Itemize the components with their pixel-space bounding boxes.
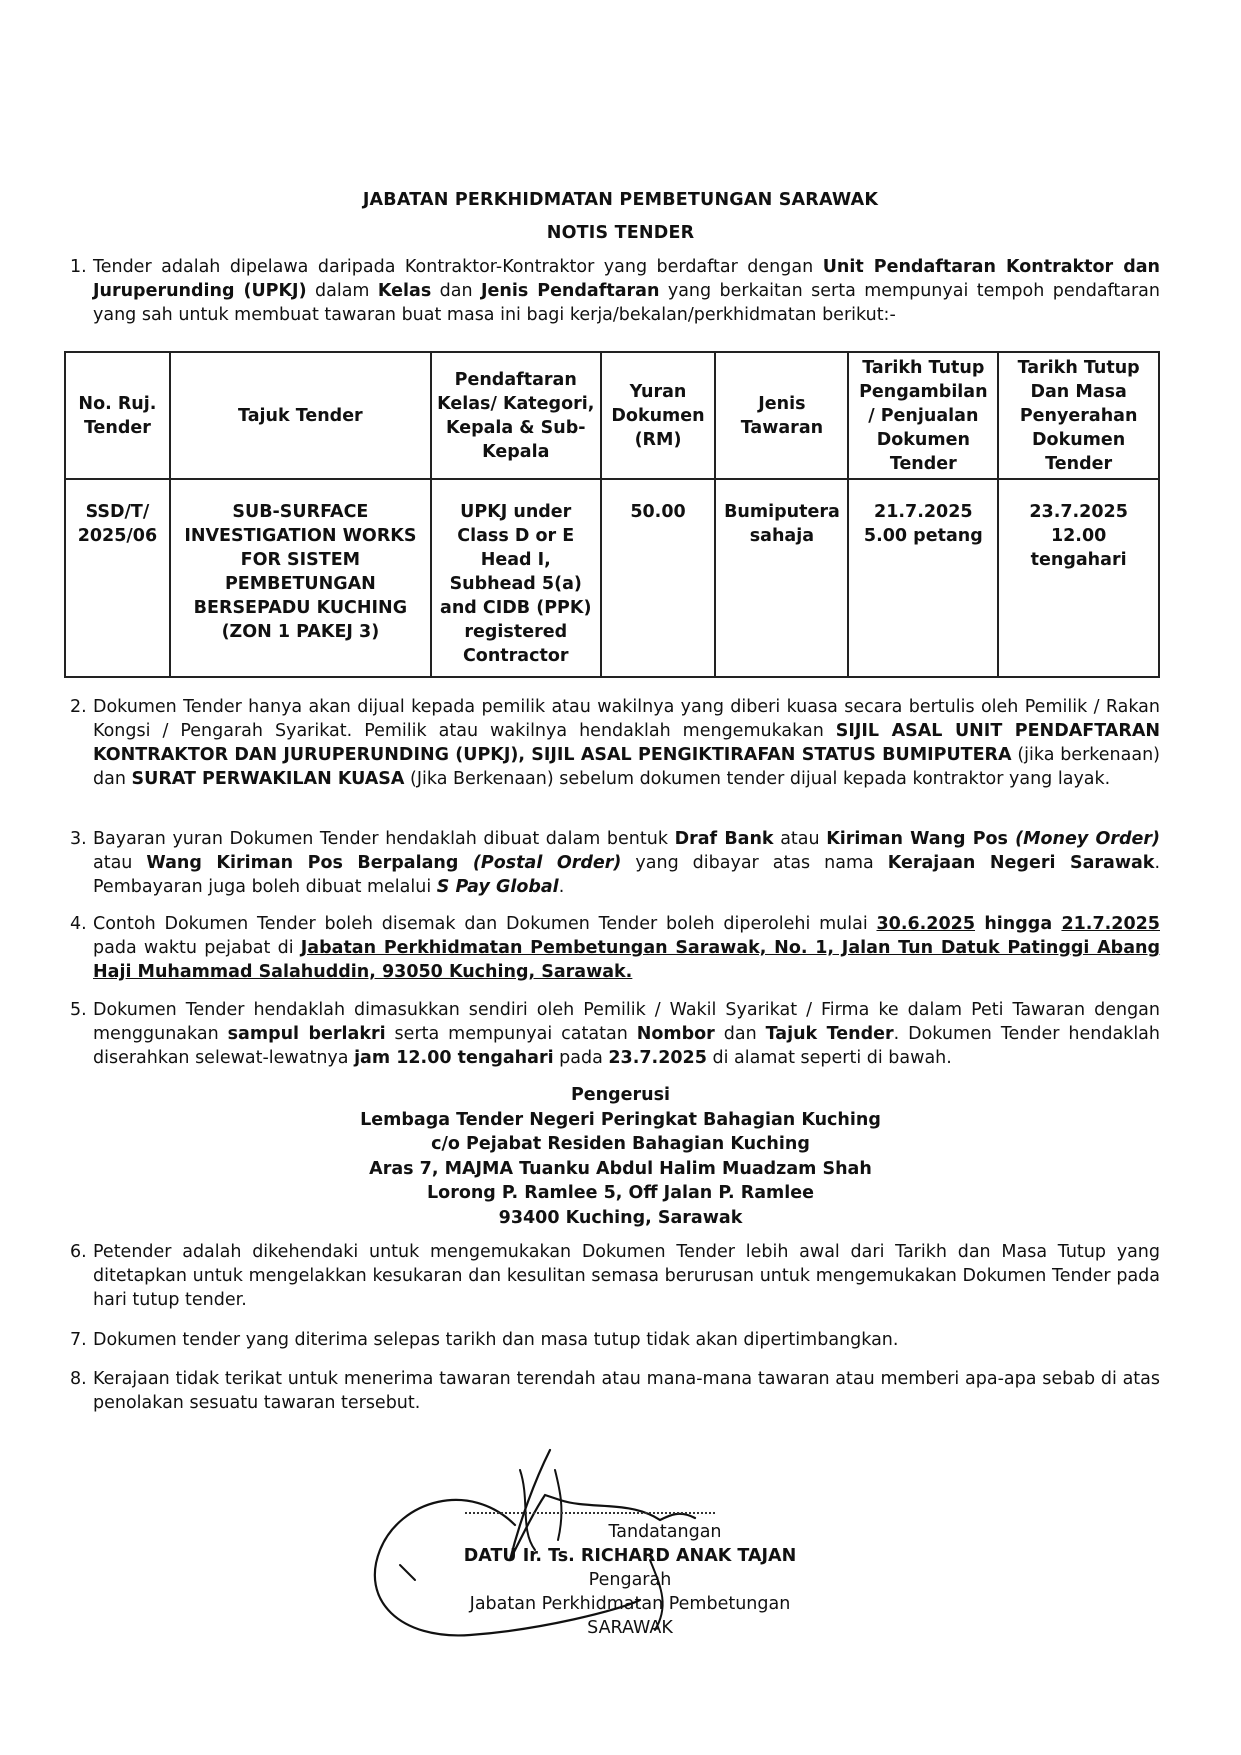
paragraph-number: 1. [70, 257, 87, 277]
cell-type: Bumiputera sahaja [715, 479, 848, 677]
paragraph-2: 2. Dokumen Tender hanya akan dijual kepada pemilik atau wakilnya yang diberi kuasa secara bertulis oleh Pemilik / Rakan Kongsi / Pengarah Syarikat. Pemilik atau wakilnya hendaklah mengemukakan SIJIL ASAL UNIT PENDAFTARAN KONTRAKTOR DAN JURUPERUNDING (UPKJ), SIJIL ASAL PENGIKTIRAFAN STATUS BUMIPUTERA (jika berkenaan) dan SURAT PERWAKILAN KUASA (Jika Berkenaan) sebelum dokumen tender dijual kepada kontraktor yang layak. [70, 697, 1161, 789]
cell-title: SUB-SURFACE INVESTIGATION WORKS FOR SISTEM PEMBETUNGAN BERSEPADU KUCHING (ZON 1 PAKEJ 3) [170, 479, 431, 677]
signatory-position: Pengarah [588, 1570, 672, 1590]
submission-address: Pengerusi Lembaga Tender Negeri Peringkat Bahagian Kuching c/o Pejabat Residen Bahagian Kuching Aras 7, MAJMA Tuanku Abdul Halim Muadzam Shah Lorong P. Ramlee 5, Off Jalan P. Ramlee 93400 Kuching, Sarawak [360, 1085, 881, 1228]
paragraph-number: 8. [70, 1369, 87, 1389]
signature-label: Tandatangan [608, 1522, 722, 1542]
cell-close-submit: 23.7.2025 12.00 tengahari [998, 479, 1159, 677]
paragraph-1: 1. Tender adalah dipelawa daripada Kontraktor-Kontraktor yang berdaftar dengan Unit Pendaftaran Kontraktor dan Juruperunding (UPKJ) dalam Kelas dan Jenis Pendaftaran yang berkaitan serta mempunyai tempoh pendaftaran yang sah untuk membuat tawaran buat masa ini bagi kerja/bekalan/perkhidmatan berikut:- [70, 257, 1161, 325]
header-title: Tajuk Tender [170, 352, 431, 479]
paragraph-number: 6. [70, 1242, 87, 1262]
cell-registration: UPKJ under Class D or E Head I, Subhead 5(a) and CIDB (PPK) registered Contractor [431, 479, 601, 677]
header-registration: Pendaftaran Kelas/ Kategori, Kepala & Sub-Kepala [431, 352, 601, 479]
header-type: Jenis Tawaran [715, 352, 848, 479]
signatory-department: Jabatan Perkhidmatan Pembetungan [469, 1594, 791, 1614]
signatory-name: DATU Ir. Ts. RICHARD ANAK TAJAN [463, 1546, 797, 1566]
signatory-state: SARAWAK [587, 1618, 673, 1638]
cell-close-sale: 21.7.2025 5.00 petang [848, 479, 998, 677]
paragraph-number: 5. [70, 1000, 87, 1020]
paragraph-number: 4. [70, 914, 87, 934]
signature-line [465, 1512, 715, 1514]
paragraph-number: 3. [70, 829, 87, 849]
paragraph-number: 2. [70, 697, 87, 717]
header-fee: Yuran Dokumen (RM) [601, 352, 716, 479]
signature-block [440, 1520, 820, 1640]
paragraph-8: 8. Kerajaan tidak terikat untuk menerima tawaran terendah atau mana-mana tawaran atau memberi apa-apa sebab di atas penolakan sesuatu tawaran tersebut. [70, 1369, 1160, 1413]
paragraph-6: 6. Petender adalah dikehendaki untuk mengemukakan Dokumen Tender lebih awal dari Tarikh dan Masa Tutup yang ditetapkan untuk mengelakkan kesukaran dan kesulitan semasa berurusan untuk mengemukakan Dokumen Tender pada hari tutup tender. [70, 1242, 1160, 1310]
paragraph-number: 7. [70, 1330, 87, 1350]
tender-table [64, 351, 1160, 678]
table-header-row [65, 352, 1159, 479]
table-row [65, 479, 1159, 677]
cell-fee: 50.00 [601, 479, 716, 677]
notice-title: NOTIS TENDER [546, 223, 695, 243]
paragraph-5: 5. Dokumen Tender hendaklah dimasukkan sendiri oleh Pemilik / Wakil Syarikat / Firma ke dalam Peti Tawaran dengan menggunakan sampul berlakri serta mempunyai catatan Nombor dan Tajuk Tender. Dokumen Tender hendaklah diserahkan selewat-lewatnya jam 12.00 tengahari pada 23.7.2025 di alamat seperti di bawah. [70, 1000, 1160, 1068]
paragraph-7: 7. Dokumen tender yang diterima selepas tarikh dan masa tutup tidak akan dipertimbangkan. [70, 1330, 899, 1350]
paragraph-3: 3. Bayaran yuran Dokumen Tender hendaklah dibuat dalam bentuk Draf Bank atau Kiriman Wang Pos (Money Order) atau Wang Kiriman Pos Berpalang (Postal Order) yang dibayar atas nama Kerajaan Negeri Sarawak. Pembayaran juga boleh dibuat melalui S Pay Global. [70, 829, 1161, 897]
paragraph-4: 4. Contoh Dokumen Tender boleh disemak dan Dokumen Tender boleh diperolehi mulai 30.6.2025 hingga 21.7.2025 pada waktu pejabat di Jabatan Perkhidmatan Pembetungan Sarawak, No. 1, Jalan Tun Datuk Patinggi Abang Haji Muhammad Salahuddin, 93050 Kuching, Sarawak. [70, 914, 1161, 982]
cell-ref: SSD/T/ 2025/06 [65, 479, 170, 677]
header-close-sale: Tarikh Tutup Pengambilan / Penjualan Dokumen Tender [848, 352, 998, 479]
department-heading: JABATAN PERKHIDMATAN PEMBETUNGAN SARAWAK [362, 190, 879, 210]
header-close-submit: Tarikh Tutup Dan Masa Penyerahan Dokumen Tender [998, 352, 1159, 479]
header-ref: No. Ruj. Tender [65, 352, 170, 479]
